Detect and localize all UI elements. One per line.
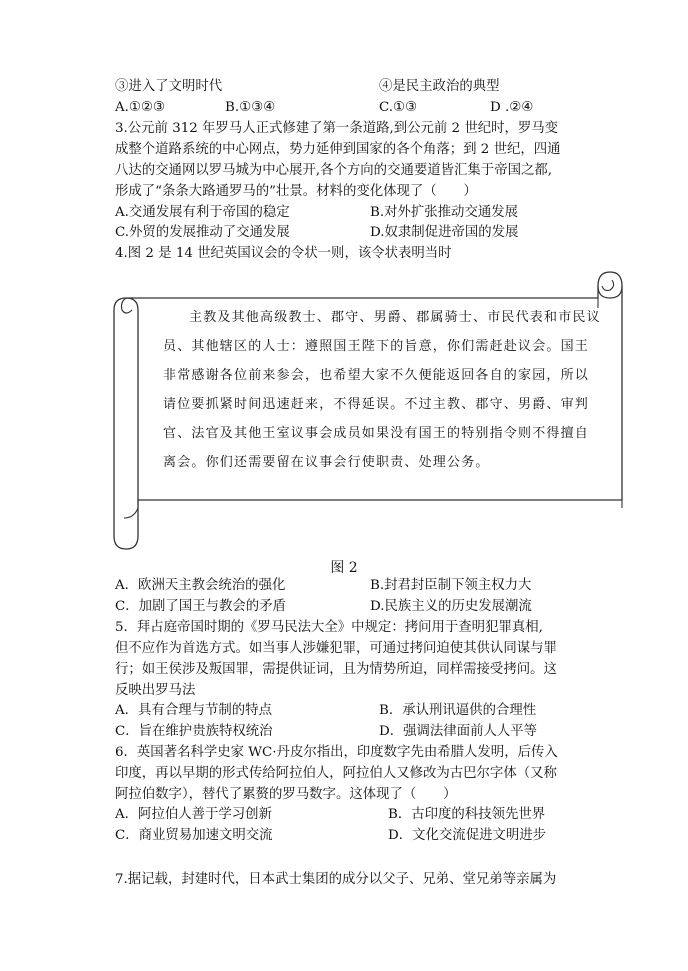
- q6-choice-b: B．古印度的科技领先世界: [388, 807, 546, 822]
- q4-choice-c: C．加剧了国王与教会的矛盾: [115, 599, 286, 614]
- q2-choice-c: C.①③: [379, 100, 418, 115]
- q3-choice-b: B.对外扩张推动交通发展: [370, 205, 519, 220]
- scroll-text: 主教及其他高级教士、郡守、男爵、郡属骑士、市民代表和市民议员、其他辖区的人士：遵照国王陛下的旨意，你们需赶赴议会。国王非常感谢各位前来参会，也希望大家不久便能返回各自的家园，所以请位要抓紧时间迅速赶来，不得延误。不过主教、郡守、男爵、审判官、法官及其他王室议事会成员如果没有国王的特别指令则不得擅自离会。你们还需要留在议事会行使职责、处理公务。: [163, 310, 601, 470]
- q4-choice-b: B.封君封臣制下领主权力大: [370, 578, 532, 593]
- q6-choice-d: D．文化交流促进文明进步: [388, 828, 547, 843]
- q3-text-line-4: 形成了“条条大路通罗马的”壮景。材料的变化体现了（ ）: [115, 184, 477, 199]
- q4-choice-d: D.民族主义的历史发展潮流: [370, 599, 532, 614]
- q5-text-line-2: 但不应作为首选方式。如当事人涉嫌犯罪，可通过拷问迫使其供认同谋与罪: [115, 641, 557, 656]
- q6-text-line-3: 阿拉伯数字），替代了累赘的罗马数字。这体现了（ ）: [115, 787, 457, 802]
- q3-text-line-3: 八达的交通网以罗马城为中心展开,各个方向的交通要道皆汇集于帝国之都,: [115, 163, 553, 178]
- q6-choice-a: A．阿拉伯人善于学习创新: [115, 807, 272, 822]
- q3-choice-c: C.外贸的发展推动了交通发展: [115, 225, 290, 240]
- q6-choice-c: C．商业贸易加速文明交流: [115, 828, 273, 843]
- q2-choice-d: D .②④: [490, 100, 534, 115]
- q2-choice-a: A.①②③: [115, 100, 165, 115]
- q5-text-line-4: 反映出罗马法: [115, 683, 196, 698]
- q5-choice-d: D．强调法律面前人人平等: [379, 724, 538, 739]
- q5-choice-b: B．承认刑讯逼供的合理性: [379, 703, 537, 718]
- q2-choice-b: B.①③④: [225, 100, 276, 115]
- q3-text-line-2: 成整个道路系统的中心网点，势力延伸到国家的各个角落；到 2 世纪，四通: [115, 142, 561, 157]
- q2-option-3: ③进入了文明时代: [115, 79, 223, 94]
- q5-text-line-1: 5．拜占庭帝国时期的《罗马民法大全》中规定：拷问用于查明犯罪真相,: [115, 620, 543, 635]
- q4-text-line-1: 4.图 2 是 14 世纪英国议会的令状一则，该令状表明当时: [115, 246, 452, 261]
- q3-choice-d: D.奴隶制促进帝国的发展: [370, 225, 519, 240]
- q4-choice-a: A．欧洲天主教会统治的强化: [115, 578, 286, 593]
- q7-text-line-1: 7.据记载，封建时代，日本武士集团的成分以父子、兄弟、堂兄弟等亲属为: [115, 872, 557, 887]
- q2-option-4: ④是民主政治的典型: [379, 79, 500, 94]
- q5-choice-c: C．旨在维护贵族特权统治: [115, 724, 273, 739]
- q5-text-line-3: 行；如王侯涉及叛国罪，需提供证词，且为情势所迫，同样需接受拷问。这: [115, 662, 557, 677]
- figure-caption: 图 2: [330, 560, 358, 576]
- q3-text-line-1: 3.公元前 312 年罗马人正式修建了第一条道路,到公元前 2 世纪时，罗马变: [115, 121, 559, 136]
- q6-text-line-1: 6．英国著名科学史家 WC·丹皮尔指出，印度数字先由希腊人发明，后传入: [115, 745, 558, 760]
- q6-text-line-2: 印度，再以早期的形式传给阿拉伯人，阿拉伯人又修改为古巴尔字体（又称: [115, 766, 557, 781]
- q3-choice-a: A.交通发展有利于帝国的稳定: [115, 205, 290, 220]
- q5-choice-a: A．具有合理与节制的特点: [115, 703, 272, 718]
